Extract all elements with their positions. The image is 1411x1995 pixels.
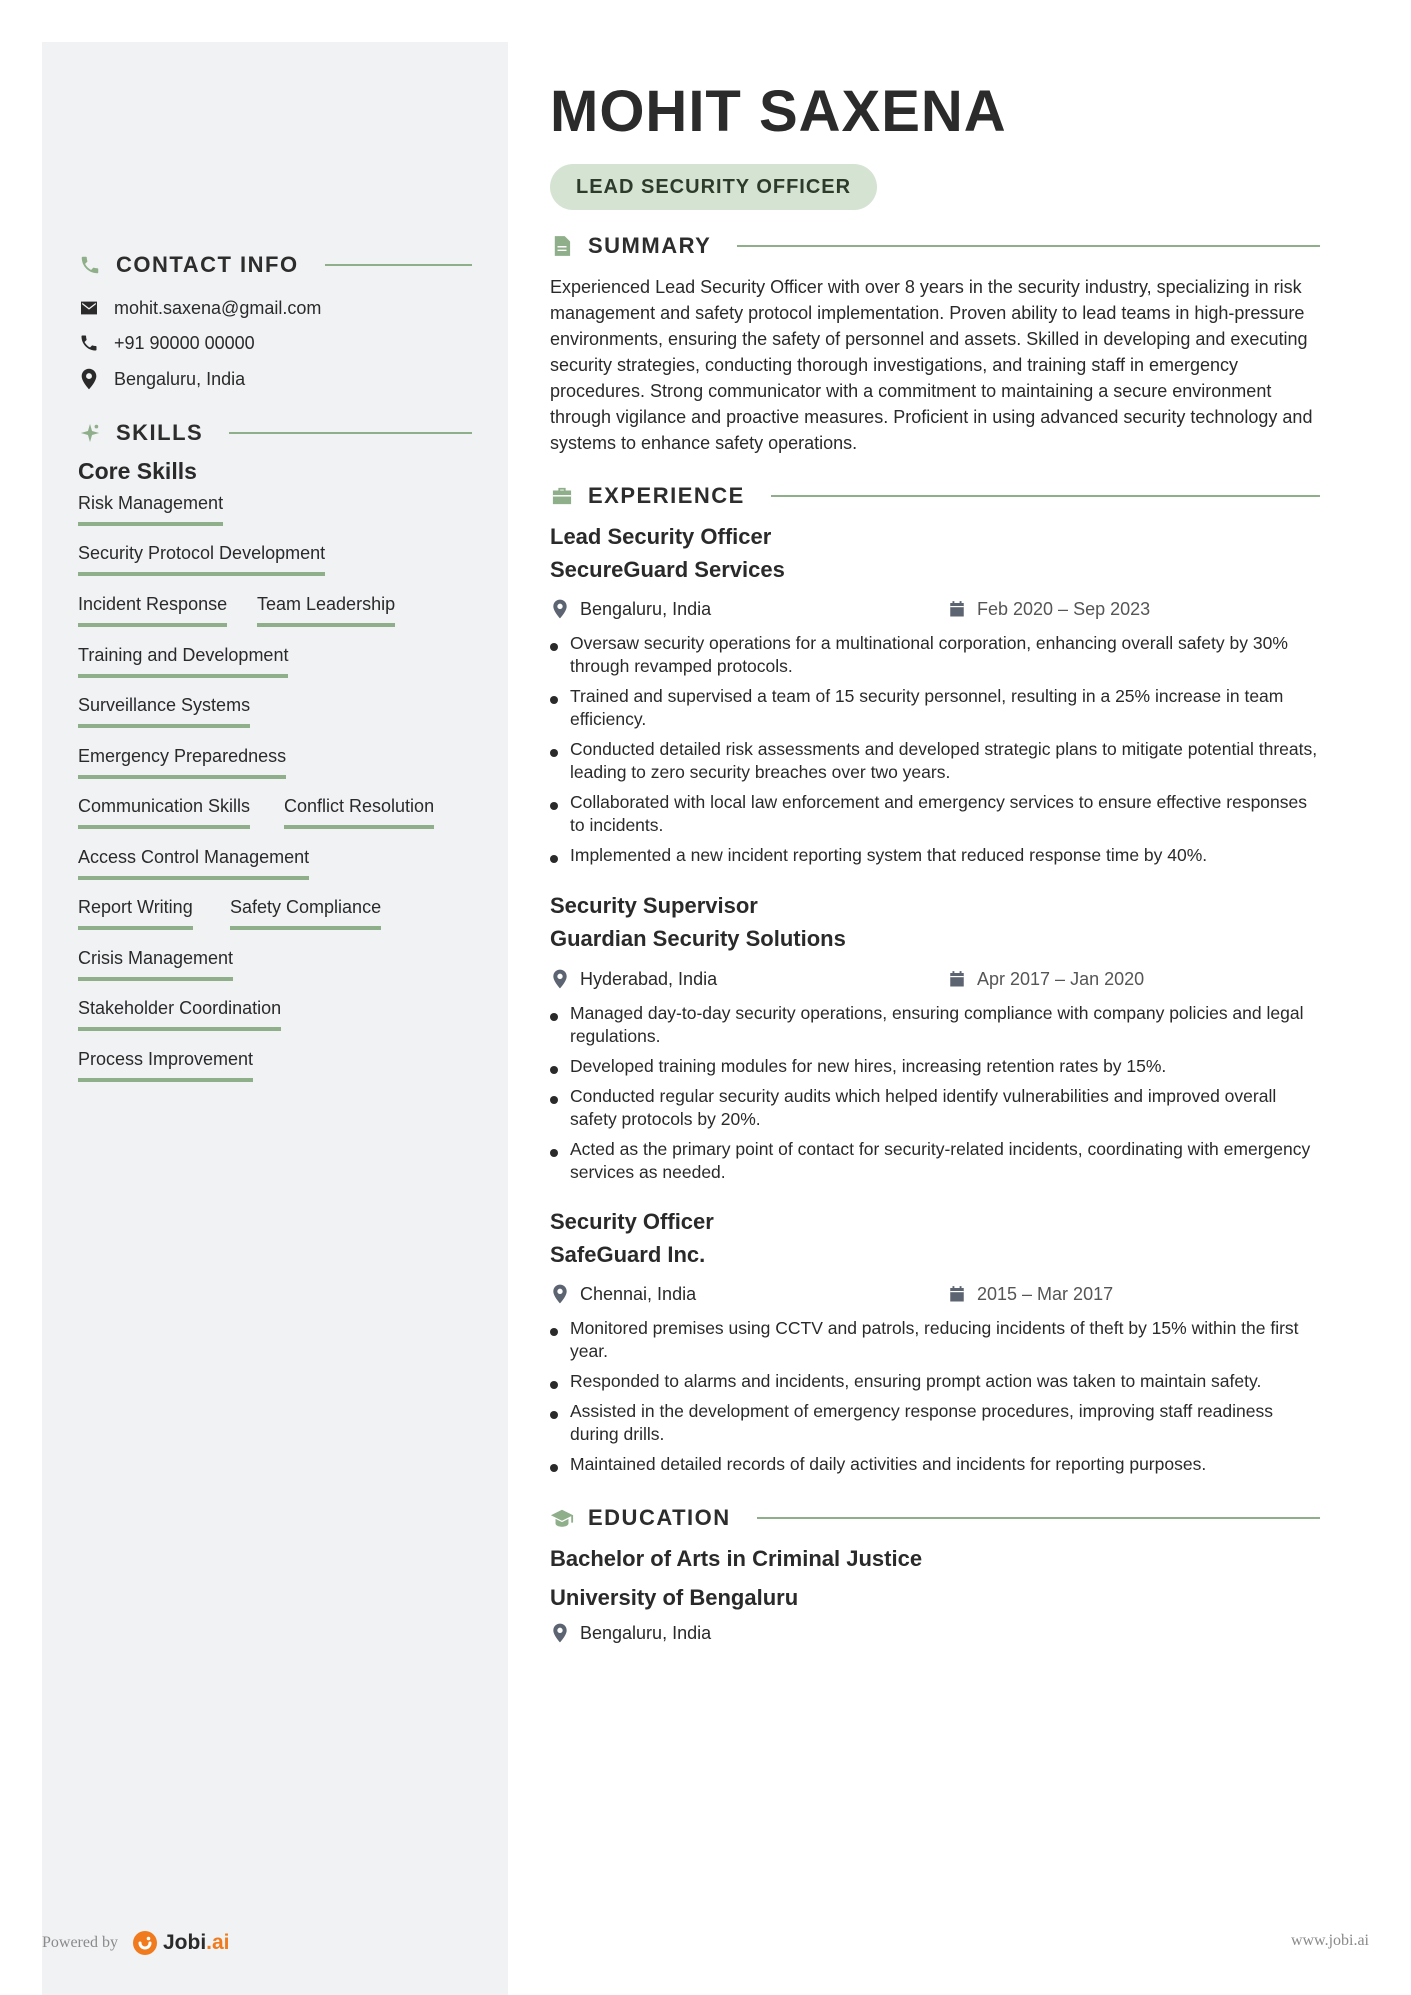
footer-powered-by [42, 1930, 230, 1956]
job-location-text: Hyderabad, India [580, 968, 718, 989]
skill-tag: Access Control Management [78, 847, 309, 880]
job-location-text: Bengaluru, India [580, 598, 712, 619]
job-bullet: Managed day-to-day security operations, ensuring compliance with company policies and legal regulations. [550, 1002, 1320, 1048]
job-company: SafeGuard Inc. [550, 1242, 706, 1267]
email-text: mohit.saxena@gmail.com [114, 297, 322, 318]
contact-heading: CONTACT INFO [116, 252, 299, 277]
job-bullet: Conducted detailed risk assessments and developed strategic plans to mitigate potential threats, leading to zero security breaches over two years. [550, 738, 1320, 784]
skills-divider [229, 432, 472, 434]
document-icon [550, 234, 574, 258]
experience-divider [771, 495, 1320, 497]
skill-tag: Security Protocol Development [78, 543, 325, 576]
job-bullet: Implemented a new incident reporting system that reduced response time by 40%. [550, 844, 1320, 867]
jobi-logo-icon [132, 1930, 158, 1956]
candidate-name: MOHIT SAXENA [550, 79, 1007, 144]
contact-phone[interactable] [78, 331, 255, 355]
briefcase-icon [550, 484, 574, 508]
calendar-icon [947, 968, 967, 990]
education-location-text: Bengaluru, India [580, 1622, 712, 1643]
job-dates-text: Apr 2017 – Jan 2020 [977, 968, 1145, 989]
skill-tag: Crisis Management [78, 948, 233, 981]
job-bullets [550, 632, 1320, 874]
job-bullets [550, 1317, 1320, 1483]
skill-tag: Surveillance Systems [78, 695, 250, 728]
job-location [550, 598, 711, 620]
skill-tag: Safety Compliance [230, 897, 381, 930]
education-meta [550, 1622, 1320, 1646]
graduation-cap-icon [550, 1506, 574, 1530]
job-dates [947, 598, 1150, 620]
job-role: Lead Security Officer [550, 524, 772, 549]
skill-tag: Team Leadership [257, 594, 395, 627]
brand-suffix: .ai [206, 1931, 230, 1954]
jobi-logo[interactable] [132, 1930, 230, 1956]
education-section-header [550, 1503, 1320, 1533]
summary-section-header [550, 231, 1320, 261]
phone-icon [78, 332, 100, 354]
calendar-icon [947, 1283, 967, 1305]
skill-tag: Process Improvement [78, 1049, 253, 1082]
summary-heading: SUMMARY [588, 233, 712, 258]
contact-location [78, 367, 245, 391]
job-role: Security Officer [550, 1209, 714, 1234]
phone-text: +91 90000 00000 [114, 332, 255, 353]
job-dates-text: Feb 2020 – Sep 2023 [977, 598, 1151, 619]
phone-icon [78, 253, 102, 277]
skills-section-header [78, 418, 472, 448]
skills-heading: SKILLS [116, 420, 204, 445]
experience-section-header [550, 481, 1320, 511]
job-dates [947, 1283, 1113, 1305]
skill-tag: Risk Management [78, 493, 223, 526]
location-pin-icon [550, 598, 570, 620]
education-degree: Bachelor of Arts in Criminal Justice [550, 1546, 923, 1571]
contact-divider [325, 264, 472, 266]
skill-tag: Stakeholder Coordination [78, 998, 281, 1031]
location-pin-icon [550, 968, 570, 990]
location-pin-icon [78, 368, 100, 390]
job-bullet: Trained and supervised a team of 15 security personnel, resulting in a 25% increase in team efficiency. [550, 685, 1320, 731]
contact-email[interactable] [78, 296, 321, 320]
job-bullet: Maintained detailed records of daily activities and incidents for reporting purposes. [550, 1453, 1320, 1476]
education-heading: EDUCATION [588, 1505, 731, 1530]
job-title-badge: LEAD SECURITY OFFICER [550, 164, 877, 210]
job-bullet: Monitored premises using CCTV and patrols, reducing incidents of theft by 15% within the first year. [550, 1317, 1320, 1363]
education-divider [757, 1517, 1320, 1519]
job-dates-text: 2015 – Mar 2017 [977, 1283, 1114, 1304]
skill-tag: Incident Response [78, 594, 227, 627]
job-company: SecureGuard Services [550, 557, 785, 582]
job-location [550, 968, 717, 990]
brand-main: Jobi [162, 1931, 207, 1954]
education-school: University of Bengaluru [550, 1585, 799, 1610]
job-bullet: Assisted in the development of emergency response procedures, improving staff readiness during drills. [550, 1400, 1320, 1446]
job-bullet: Oversaw security operations for a multinational corporation, enhancing overall safety by 30% through revamped protocols. [550, 632, 1320, 678]
job-bullet: Responded to alarms and incidents, ensuring prompt action was taken to maintain safety. [550, 1370, 1320, 1393]
skill-tag: Conflict Resolution [284, 796, 434, 829]
job-bullet: Conducted regular security audits which helped identify vulnerabilities and improved overall safety protocols by 20%. [550, 1085, 1320, 1131]
skill-tag: Report Writing [78, 897, 193, 930]
skill-tag: Emergency Preparedness [78, 746, 286, 779]
job-company: Guardian Security Solutions [550, 926, 846, 951]
job-meta [550, 1283, 1320, 1307]
summary-divider [737, 245, 1320, 247]
footer-url[interactable]: www.jobi.ai [1290, 1932, 1369, 1949]
sparkle-icon [78, 421, 102, 445]
location-pin-icon [550, 1283, 570, 1305]
email-icon [78, 297, 100, 319]
calendar-icon [947, 598, 967, 620]
job-location [550, 1283, 696, 1305]
job-role: Security Supervisor [550, 893, 758, 918]
skill-tag: Training and Development [78, 645, 288, 678]
job-bullets [550, 1002, 1320, 1191]
job-bullet: Developed training modules for new hires, increasing retention rates by 15%. [550, 1055, 1320, 1078]
summary-text: Experienced Lead Security Officer with over 8 years in the security industry, specializing in risk management and safety protocol implementation. Proven ability to lead teams in high-pressure environments, ensuring the safety of personnel and assets. Skilled in developing and executing security strategies, conducting thorough investigations, and training staff in emergency procedures. Strong communicator with a commitment to maintaining a secure environment through vigilance and proactive measures. Proficient in using advanced security technology and systems to enhance safety operations. [550, 277, 1313, 453]
experience-heading: EXPERIENCE [588, 483, 745, 508]
education-location [550, 1622, 711, 1644]
powered-by-label: Powered by [42, 1934, 118, 1951]
job-meta [550, 598, 1320, 622]
job-meta [550, 968, 1320, 992]
job-bullet: Collaborated with local law enforcement and emergency services to ensure effective responses to incidents. [550, 791, 1320, 837]
contact-section-header [78, 250, 472, 280]
location-pin-icon [550, 1622, 570, 1644]
location-text: Bengaluru, India [114, 368, 246, 389]
job-location-text: Chennai, India [580, 1283, 697, 1304]
job-bullet: Acted as the primary point of contact for security-related incidents, coordinating with emergency services as needed. [550, 1138, 1320, 1184]
core-skills-title: Core Skills [78, 458, 197, 484]
job-dates [947, 968, 1144, 990]
skill-tag: Communication Skills [78, 796, 250, 829]
